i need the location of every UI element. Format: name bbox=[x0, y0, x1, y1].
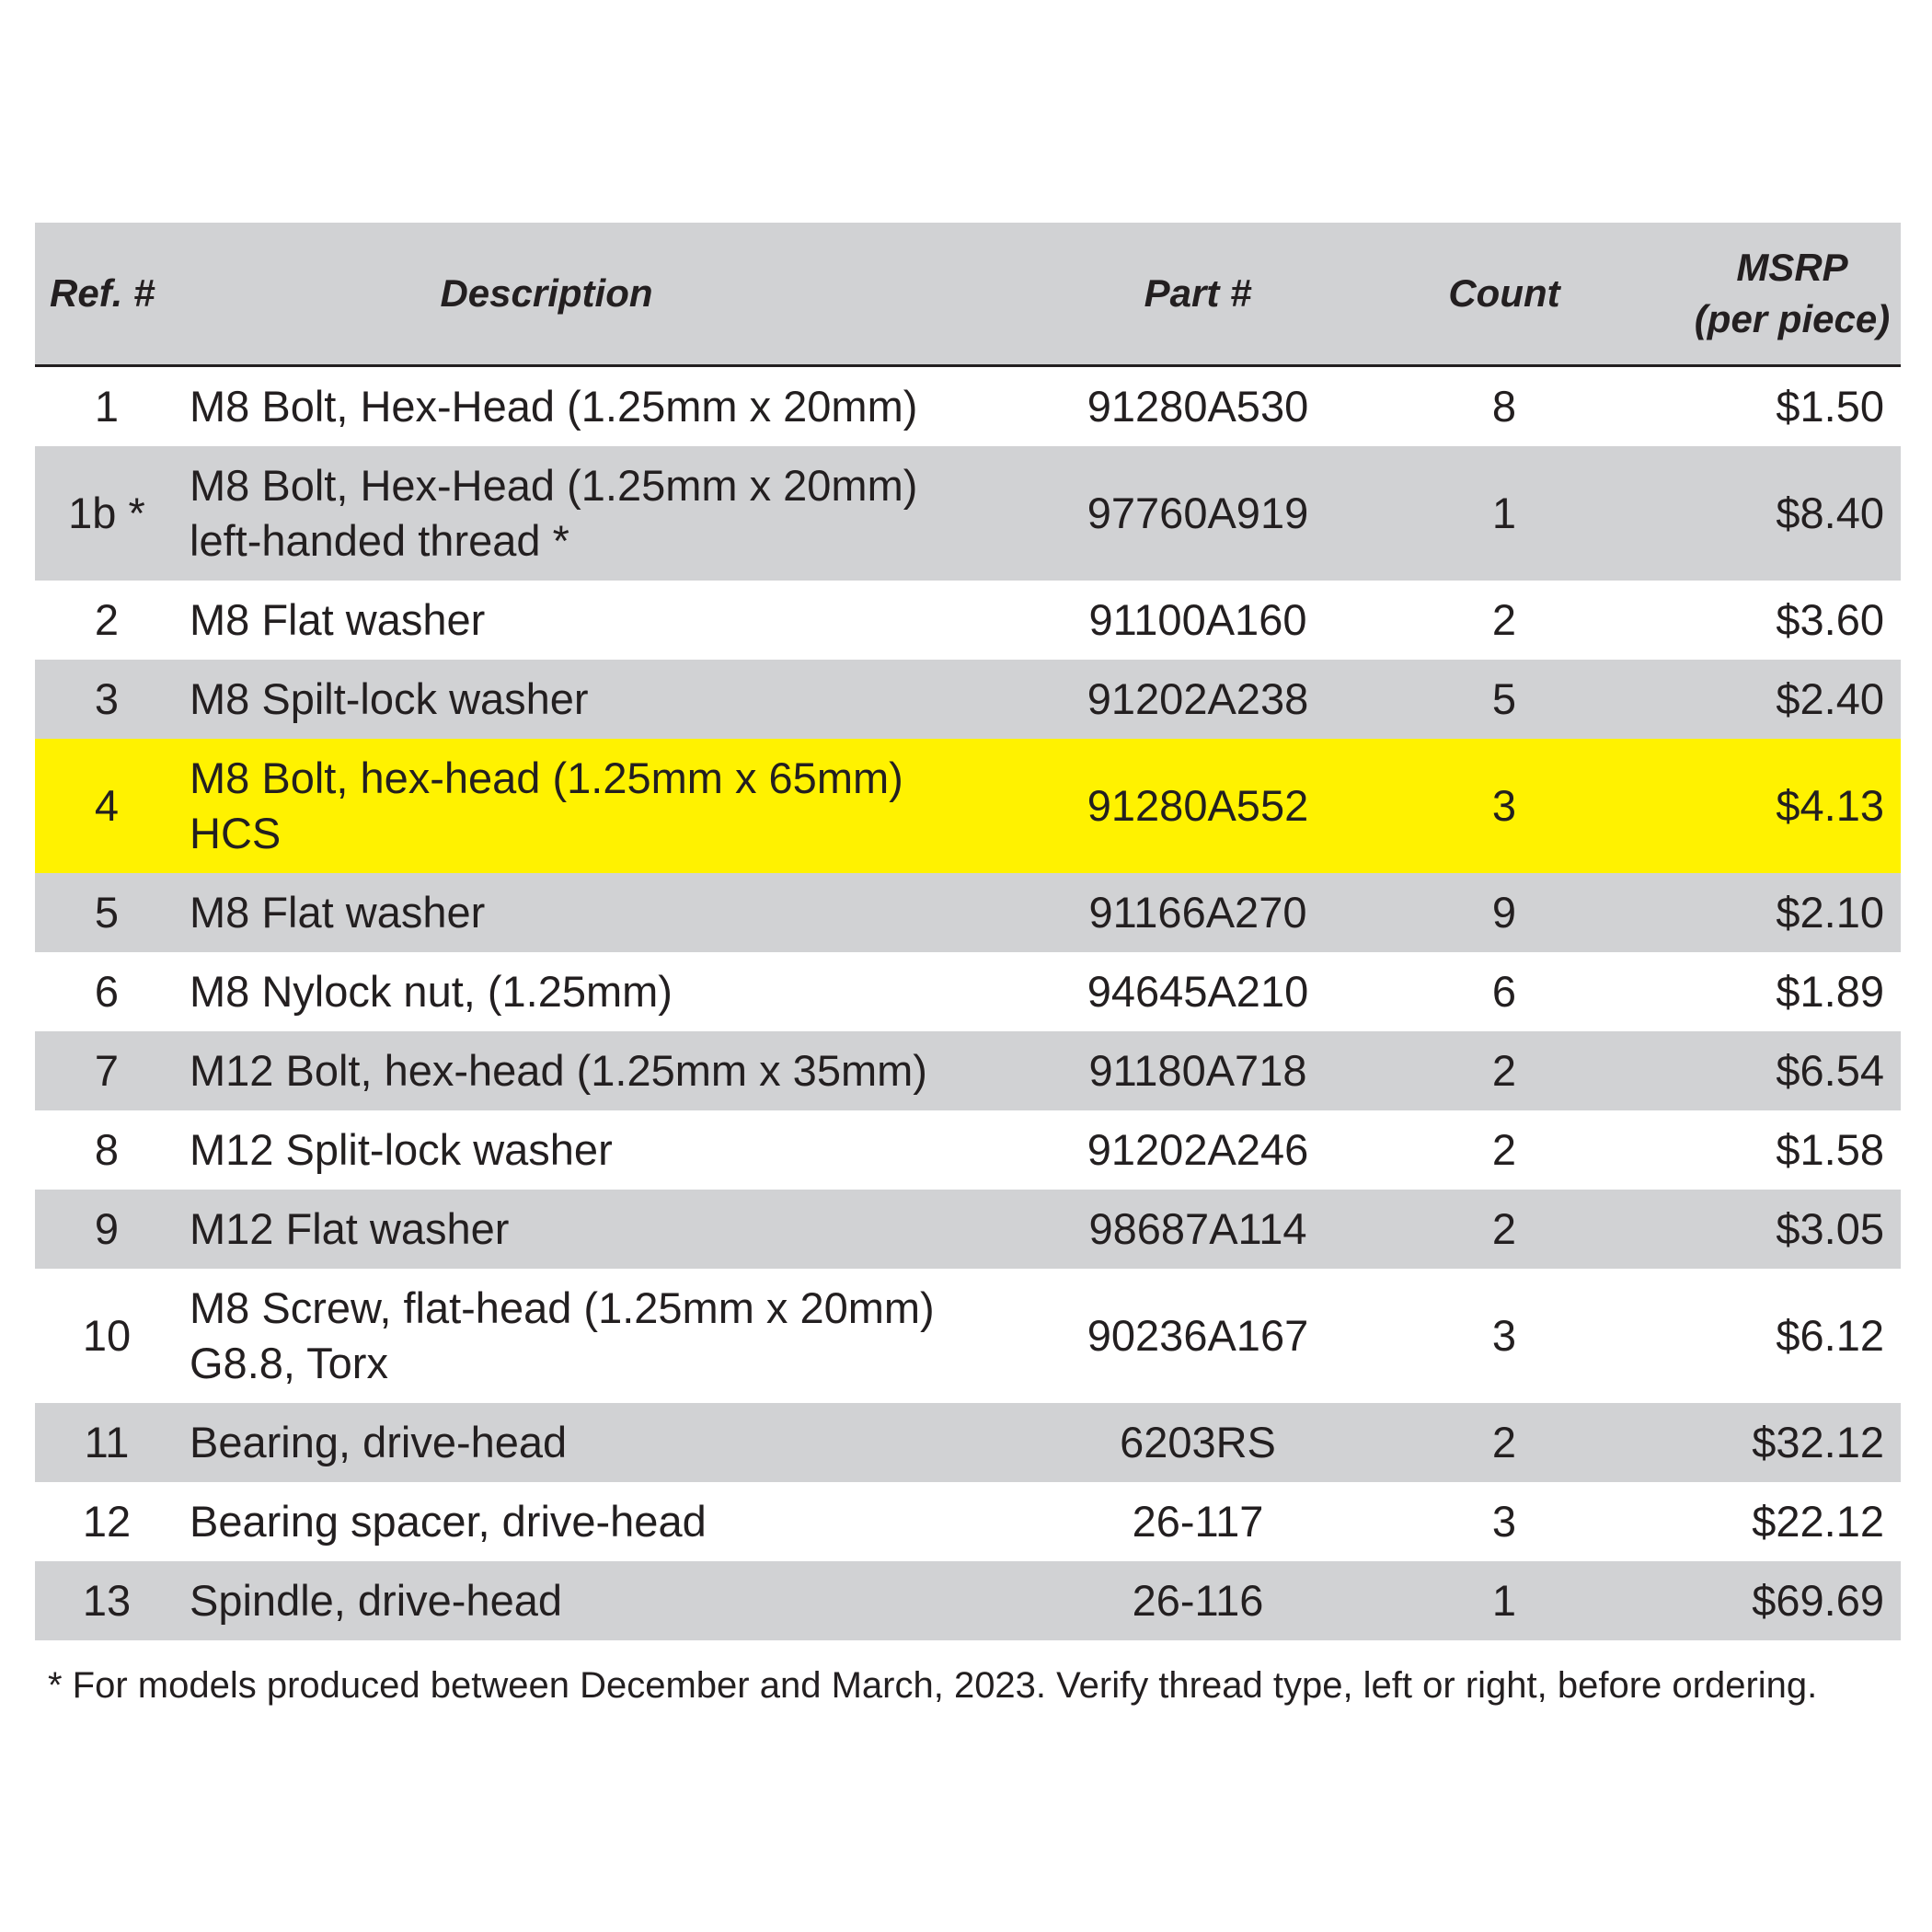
description-line-2: HCS bbox=[190, 809, 282, 857]
cell-ref: 4 bbox=[94, 781, 120, 830]
table-row bbox=[35, 1269, 1901, 1403]
cell-ref: 1 bbox=[94, 382, 120, 431]
cell-msrp: $3.05 bbox=[1776, 1204, 1884, 1253]
cell-ref: 13 bbox=[82, 1576, 132, 1625]
description-line-1: M8 Bolt, hex-head (1.25mm x 65mm) bbox=[190, 753, 903, 802]
cell-ref: 1b * bbox=[68, 489, 145, 537]
description-line-1: M8 Flat washer bbox=[190, 595, 486, 644]
cell-part: 97760A919 bbox=[1087, 489, 1309, 537]
cell-msrp: $1.58 bbox=[1776, 1125, 1884, 1174]
header-part: Part # bbox=[1144, 271, 1252, 315]
cell-part: 91166A270 bbox=[1088, 888, 1307, 937]
cell-ref: 6 bbox=[94, 967, 120, 1016]
cell-description bbox=[178, 1494, 1043, 1549]
header-msrp bbox=[1656, 242, 1901, 345]
cell-description bbox=[178, 1281, 1043, 1391]
cell-description bbox=[178, 672, 1043, 727]
cell-msrp: $22.12 bbox=[1752, 1497, 1884, 1546]
cell-part: 94645A210 bbox=[1087, 967, 1309, 1016]
table-row bbox=[35, 581, 1901, 660]
footnote: * For models produced between December and March, 2023. Verify thread type, left or right, before ordering. bbox=[48, 1665, 1818, 1706]
cell-msrp: $2.40 bbox=[1776, 674, 1884, 723]
cell-description bbox=[178, 592, 1043, 648]
cell-description bbox=[178, 751, 1043, 861]
cell-description bbox=[178, 1573, 1043, 1628]
cell-part: 91202A246 bbox=[1087, 1125, 1309, 1174]
header-msrp-line2: (per piece) bbox=[1694, 297, 1891, 340]
cell-msrp: $3.60 bbox=[1776, 595, 1884, 644]
table-body bbox=[35, 367, 1901, 1640]
cell-ref: 2 bbox=[94, 595, 120, 644]
cell-part: 91280A552 bbox=[1087, 781, 1309, 830]
cell-msrp: $4.13 bbox=[1776, 781, 1884, 830]
cell-msrp: $32.12 bbox=[1752, 1418, 1884, 1466]
cell-count: 2 bbox=[1491, 1204, 1517, 1253]
cell-description bbox=[178, 1415, 1043, 1470]
description-line-1: M8 Bolt, Hex-Head (1.25mm x 20mm) bbox=[190, 461, 918, 510]
cell-count: 2 bbox=[1491, 1418, 1517, 1466]
description-line-2: left-handed thread * bbox=[190, 516, 569, 565]
cell-part: 98687A114 bbox=[1088, 1204, 1307, 1253]
cell-count: 3 bbox=[1491, 1311, 1517, 1360]
cell-msrp: $6.54 bbox=[1776, 1046, 1884, 1095]
table-row bbox=[35, 446, 1901, 581]
description-line-1: M8 Flat washer bbox=[190, 888, 486, 937]
cell-part: 91280A530 bbox=[1087, 382, 1309, 431]
cell-description bbox=[178, 885, 1043, 940]
cell-count: 2 bbox=[1491, 1125, 1517, 1174]
description-line-1: M8 Bolt, Hex-Head (1.25mm x 20mm) bbox=[190, 382, 918, 431]
cell-msrp: $69.69 bbox=[1752, 1576, 1884, 1625]
table-row bbox=[35, 952, 1901, 1031]
cell-part: 90236A167 bbox=[1087, 1311, 1309, 1360]
cell-ref: 7 bbox=[94, 1046, 120, 1095]
cell-count: 9 bbox=[1491, 888, 1517, 937]
cell-description bbox=[178, 964, 1043, 1019]
cell-part: 91180A718 bbox=[1088, 1046, 1307, 1095]
description-line-1: M8 Nylock nut, (1.25mm) bbox=[190, 967, 673, 1016]
description-line-2: G8.8, Torx bbox=[190, 1339, 388, 1387]
cell-msrp: $1.89 bbox=[1776, 967, 1884, 1016]
cell-description bbox=[178, 379, 1043, 434]
cell-count: 3 bbox=[1491, 781, 1517, 830]
cell-msrp: $1.50 bbox=[1776, 382, 1884, 431]
cell-ref: 11 bbox=[84, 1418, 130, 1466]
cell-count: 1 bbox=[1491, 1576, 1517, 1625]
cell-part: 91100A160 bbox=[1088, 595, 1307, 644]
header-ref: Ref. # bbox=[50, 271, 155, 315]
description-line-1: Bearing spacer, drive-head bbox=[190, 1497, 707, 1546]
cell-count: 2 bbox=[1491, 595, 1517, 644]
cell-count: 6 bbox=[1491, 967, 1517, 1016]
description-line-1: M12 Flat washer bbox=[190, 1204, 510, 1253]
table-row bbox=[35, 1561, 1901, 1640]
description-line-1: M8 Screw, flat-head (1.25mm x 20mm) bbox=[190, 1283, 935, 1332]
table-row bbox=[35, 1110, 1901, 1190]
header-count: Count bbox=[1448, 271, 1560, 315]
cell-count: 5 bbox=[1491, 674, 1517, 723]
cell-ref: 3 bbox=[94, 674, 120, 723]
description-line-1: Bearing, drive-head bbox=[190, 1418, 568, 1466]
cell-description bbox=[178, 1202, 1043, 1257]
header-msrp-line1: MSRP bbox=[1736, 246, 1848, 289]
table-row bbox=[35, 873, 1901, 952]
table-header bbox=[35, 223, 1901, 367]
cell-part: 6203RS bbox=[1120, 1418, 1276, 1466]
cell-msrp: $6.12 bbox=[1776, 1311, 1884, 1360]
cell-msrp: $2.10 bbox=[1776, 888, 1884, 937]
cell-ref: 8 bbox=[94, 1125, 120, 1174]
cell-count: 8 bbox=[1491, 382, 1517, 431]
cell-count: 2 bbox=[1491, 1046, 1517, 1095]
cell-part: 26-116 bbox=[1132, 1576, 1264, 1625]
cell-ref: 5 bbox=[94, 888, 120, 937]
cell-part: 91202A238 bbox=[1087, 674, 1309, 723]
description-line-1: M12 Bolt, hex-head (1.25mm x 35mm) bbox=[190, 1046, 927, 1095]
cell-description bbox=[178, 1122, 1043, 1178]
table-row bbox=[35, 739, 1901, 873]
cell-count: 1 bbox=[1491, 489, 1517, 537]
cell-msrp: $8.40 bbox=[1776, 489, 1884, 537]
description-line-1: M8 Spilt-lock washer bbox=[190, 674, 589, 723]
cell-description bbox=[178, 1043, 1043, 1098]
cell-ref: 9 bbox=[94, 1204, 120, 1253]
table-row bbox=[35, 1031, 1901, 1110]
cell-ref: 12 bbox=[82, 1497, 132, 1546]
cell-part: 26-117 bbox=[1132, 1497, 1264, 1546]
cell-count: 3 bbox=[1491, 1497, 1517, 1546]
cell-description bbox=[178, 458, 1043, 569]
description-line-1: M12 Split-lock washer bbox=[190, 1125, 613, 1174]
cell-ref: 10 bbox=[82, 1311, 132, 1360]
header-description: Description bbox=[440, 271, 653, 315]
table-row bbox=[35, 1190, 1901, 1269]
description-line-1: Spindle, drive-head bbox=[190, 1576, 562, 1625]
parts-table bbox=[35, 223, 1901, 1640]
table-row bbox=[35, 1482, 1901, 1561]
table-row bbox=[35, 660, 1901, 739]
table-row bbox=[35, 367, 1901, 446]
table-row bbox=[35, 1403, 1901, 1482]
